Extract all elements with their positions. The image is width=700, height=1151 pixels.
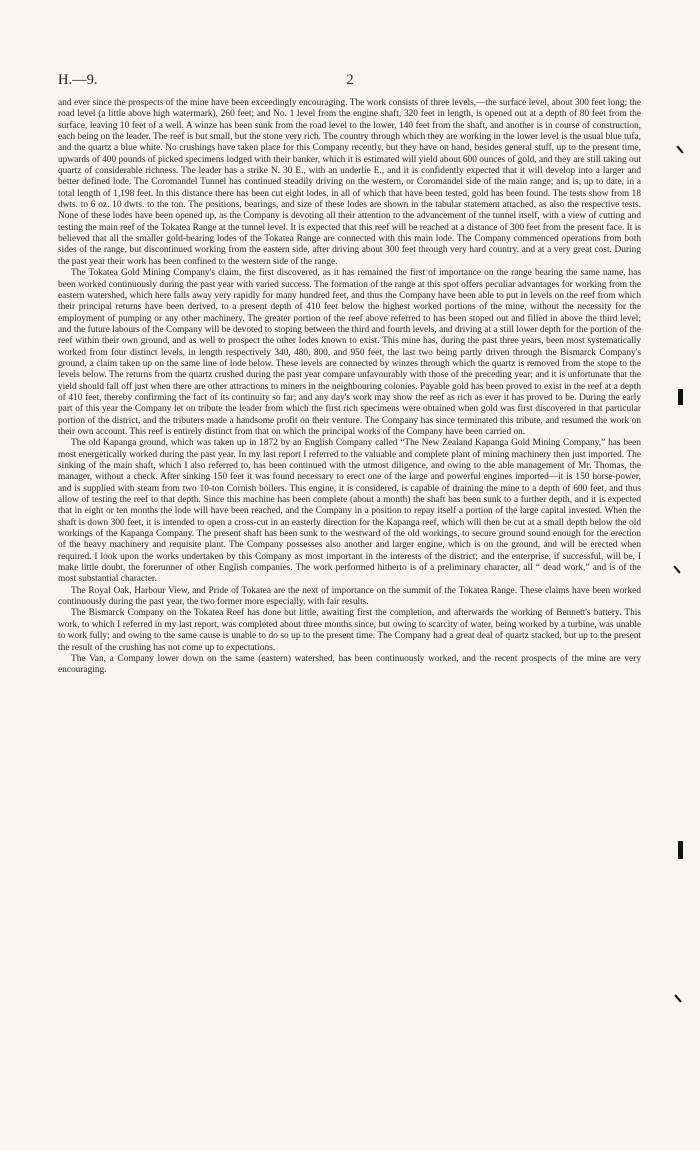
body-text <box>58 98 641 677</box>
page-header <box>58 72 642 92</box>
margin-mark <box>678 389 683 405</box>
paragraph: and ever since the prospects of the mine have been exceedingly encouraging. The work consists of three levels,—the surface level, about 300 feet long; the road level (a little above high watermark), 260 feet; and No. 1 level from the engine shaft, 320 feet in length, is opened out at a depth of 80 feet from the surface, leaving 10 feet of a well. A winze has been sunk from the road level to the lower, 140 feet from the shaft, and another is in course of construction, each being on the leader. The reef is but small, but the stone very rich. The country through which they are working in the lower level is the usual blue tufa, and the quartz a blue white. No crushings have taken place for this Company recently, but they have on hand, besides general stuff, up to the present time, upwards of 400 pounds of picked specimens lodged with their banker, which it is estimated will yield about 600 ounces of gold, and they are still taking out quartz of considerable richness. The leader has a strike N. 30 E., with an underlie E., and it is confidently expected that it will develop into a larger and better defined lode. The Coromandel Tunnel has continued steadily driving on the western, or Coromandel side of the main range; and is, up to date, in a total length of 1,198 feet. In this distance there has been cut eight lodes, in all of which that have been tested, gold has been found. The tests show from 18 dwts. to 6 oz. 10 dwts. to the ton. The positions, bearings, and size of these lodes are shown in the tabular statement attached, as also the respective tests. None of these lodes have been opened up, as the Company is devoting all their attention to the advancement of the tunnel itself, with a view of cutting and testing the main reef of the Tokatea Range at the tunnel level. It is expected that this reef will be reached at a distance of 300 feet from the present face. It is believed that all the smaller gold-bearing lodes of the Tokatea Range are connected with this main lode. The Company commenced operations from both sides of the range, but discontinued working from the eastern side, after driving about 300 feet through very hard country, and at a very great cost. During the past year their work has been confined to the western side of the range. <box>58 98 641 267</box>
paragraph: The Tokatea Gold Mining Company's claim, the first discovered, as it has remained the first of importance on the range bearing the same name, has been worked continuously during the past year with varied success. The formation of the range at this spot offers peculiar advantages for working from the eastern watershed, which here falls away very rapidly for many hundred feet, and thus the Company have been able to put in levels on the reef from which their principal returns have been derived, to a present depth of 410 feet below the highest worked portions of the mine, without the necessity for the employment of pumping or any other machinery. The greater portion of the reef above referred to has been stoped out and filled in above the third level; and the future labours of the Company will be devoted to stoping between the third and fourth levels, and driving at a still lower depth for the portion of the reef within their own ground, and as well to prospect the other lodes known to exist. This mine has, during the past three years, been most systematically worked from four distinct levels, in length respectively 340, 480, 800, and 950 feet, the last two being partly driven through the Bismarck Company's ground, a claim taken up on the same line of lode below. These levels are connected by winzes through which the quartz is removed from the stope to the levels below. The returns from the quartz crushed during the past year compare unfavourably with those of the preceding year; and it is unfortunate that the yield should fall off just when there are other attractions to miners in the neighbouring colonies. Payable gold has been proved to exist in the reef at a depth of 410 feet, thereby confirming the fact of its continuity so far; and any day's work may show the reef as rich as ever it has proved to be. During the early part of this year the Company let on tribute the leader from which the first rich specimens were obtained when gold was first discovered in that particular portion of the district, and the tributers made a handsome profit on their venture. The Company has since terminated this tribute, and resumed the work on their own account. This reef is entirely distinct from that on which the principal works of the Company have been carried on. <box>58 268 641 437</box>
document-id: H.—9. <box>58 72 98 88</box>
page-number: 2 <box>346 72 354 88</box>
paragraph: The Bismarck Company on the Tokatea Reef has done but little, awaiting first the completion, and afterwards the working of Bennett's battery. This work, to which I referred in my last report, was completed about three months since, but owing to scarcity of water, being worked by a turbine, was unable to work fully; and owing to the same cause is unable to do so up to the present time. The Company had a great deal of quartz stacked, but up to the present the result of the crushing has not come up to expectations. <box>58 608 641 653</box>
paragraph: The old Kapanga ground, which was taken up in 1872 by an English Company called “The New Zealand Kapanga Gold Mining Company,” has been most energetically worked during the past year. In my last report I referred to the valuable and complete plant of mining machinery then just imported. The sinking of the main shaft, which I also referred to, has been continued with the utmost diligence, and owing to the able management of Mr. Thomas, the manager, without a check. After sinking 150 feet it was found necessary to erect one of the large and powerful engines imported—it is 150 horse-power, and is supplied with steam from two 10-ton Cornish boilers. This engine, it is considered, is capable of draining the mine to a depth of 600 feet, and thus allow of testing the reef to that depth. Since this machine has been complete (about a month) the shaft has been sunk to a further depth, and it is expected that in eight or ten months the lode will have been reached, and the Company in a position to repay itself a portion of the large capital invested. When the shaft is down 300 feet, it is intended to open a cross-cut in an easterly direction for the Kapanga reef, which will then be cut at a small depth below the old workings of the Kapanga Company. The present shaft has been sunk to the westward of the old workings, to secure ground sound enough for the erection of the heavy machinery and requisite plant. The Company possesses also another and larger engine, which is on the ground, and will be erected when required. I look upon the works undertaken by this Company as most important in the interests of the district; and the enterprise, if successful, will be, I make little doubt, the forerunner of other English companies. The work performed hitherto is of a preliminary character, all “ dead work,” and is of the most substantial character. <box>58 438 641 585</box>
paragraph: The Van, a Company lower down on the same (eastern) watershed, has been continuously worked, and the recent prospects of the mine are very encouraging. <box>58 653 641 676</box>
paragraph: The Royal Oak, Harbour View, and Pride of Tokatea are the next of importance on the summit of the Tokatea Range. These claims have been worked continuously during the past year, the two former more especially, with fair results. <box>58 585 641 608</box>
margin-mark <box>678 841 683 859</box>
margin-mark <box>673 565 680 573</box>
margin-mark <box>674 994 681 1002</box>
margin-mark <box>676 145 683 153</box>
